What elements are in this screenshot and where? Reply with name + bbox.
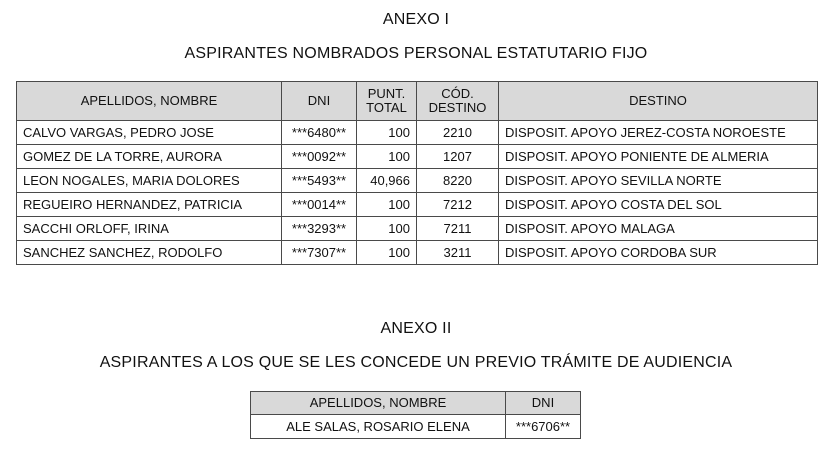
cell-name: SANCHEZ SANCHEZ, RODOLFO <box>17 241 282 265</box>
table-row <box>17 193 818 217</box>
cell-destination: DISPOSIT. APOYO COSTA DEL SOL <box>499 193 818 217</box>
cell-destination: DISPOSIT. APOYO JEREZ-COSTA NOROESTE <box>499 121 818 145</box>
table-row <box>17 169 818 193</box>
table-row <box>17 121 818 145</box>
col-header-score-line1: PUNT. <box>367 86 406 101</box>
cell-score: 100 <box>357 193 417 217</box>
annex2-title: ANEXO II <box>380 320 452 337</box>
cell-name: CALVO VARGAS, PEDRO JOSE <box>17 121 282 145</box>
table-row <box>17 145 818 169</box>
col-header-destination: DESTINO <box>499 82 818 121</box>
cell-dni: ***6706** <box>506 415 581 439</box>
annex2-subtitle: ASPIRANTES A LOS QUE SE LES CONCEDE UN PREVIO TRÁMITE DE AUDIENCIA <box>99 354 733 371</box>
annex1-table <box>16 81 818 265</box>
cell-destination: DISPOSIT. APOYO PONIENTE DE ALMERIA <box>499 145 818 169</box>
cell-code: 2210 <box>417 121 499 145</box>
cell-score: 100 <box>357 241 417 265</box>
annex1-subtitle: ASPIRANTES NOMBRADOS PERSONAL ESTATUTARIO FIJO <box>184 45 648 62</box>
table-row <box>17 241 818 265</box>
cell-name: LEON NOGALES, MARIA DOLORES <box>17 169 282 193</box>
col-header-name: APELLIDOS, NOMBRE <box>251 392 506 415</box>
cell-code: 7211 <box>417 217 499 241</box>
annex2-header-row <box>251 392 581 415</box>
cell-score: 100 <box>357 145 417 169</box>
col-header-dni: DNI <box>506 392 581 415</box>
cell-dni: ***7307** <box>282 241 357 265</box>
col-header-code-line1: CÓD. <box>441 86 474 101</box>
cell-dni: ***3293** <box>282 217 357 241</box>
cell-dni: ***6480** <box>282 121 357 145</box>
col-header-score-line2: TOTAL <box>366 100 407 115</box>
cell-score: 100 <box>357 217 417 241</box>
cell-dni: ***5493** <box>282 169 357 193</box>
cell-dni: ***0014** <box>282 193 357 217</box>
cell-name: REGUEIRO HERNANDEZ, PATRICIA <box>17 193 282 217</box>
cell-destination: DISPOSIT. APOYO CORDOBA SUR <box>499 241 818 265</box>
cell-destination: DISPOSIT. APOYO MALAGA <box>499 217 818 241</box>
col-header-name: APELLIDOS, NOMBRE <box>17 82 282 121</box>
cell-code: 3211 <box>417 241 499 265</box>
table-row <box>251 415 581 439</box>
cell-name: ALE SALAS, ROSARIO ELENA <box>251 415 506 439</box>
cell-name: GOMEZ DE LA TORRE, AURORA <box>17 145 282 169</box>
cell-destination: DISPOSIT. APOYO SEVILLA NORTE <box>499 169 818 193</box>
cell-code: 1207 <box>417 145 499 169</box>
cell-code: 8220 <box>417 169 499 193</box>
annex1-title: ANEXO I <box>382 11 450 28</box>
cell-score: 100 <box>357 121 417 145</box>
cell-code: 7212 <box>417 193 499 217</box>
col-header-code <box>417 82 499 121</box>
annex2-table <box>250 391 581 439</box>
col-header-code-line2: DESTINO <box>428 100 487 115</box>
col-header-score <box>357 82 417 121</box>
annex1-header-row <box>17 82 818 121</box>
cell-score: 40,966 <box>357 169 417 193</box>
cell-dni: ***0092** <box>282 145 357 169</box>
cell-name: SACCHI ORLOFF, IRINA <box>17 217 282 241</box>
col-header-dni: DNI <box>282 82 357 121</box>
table-row <box>17 217 818 241</box>
